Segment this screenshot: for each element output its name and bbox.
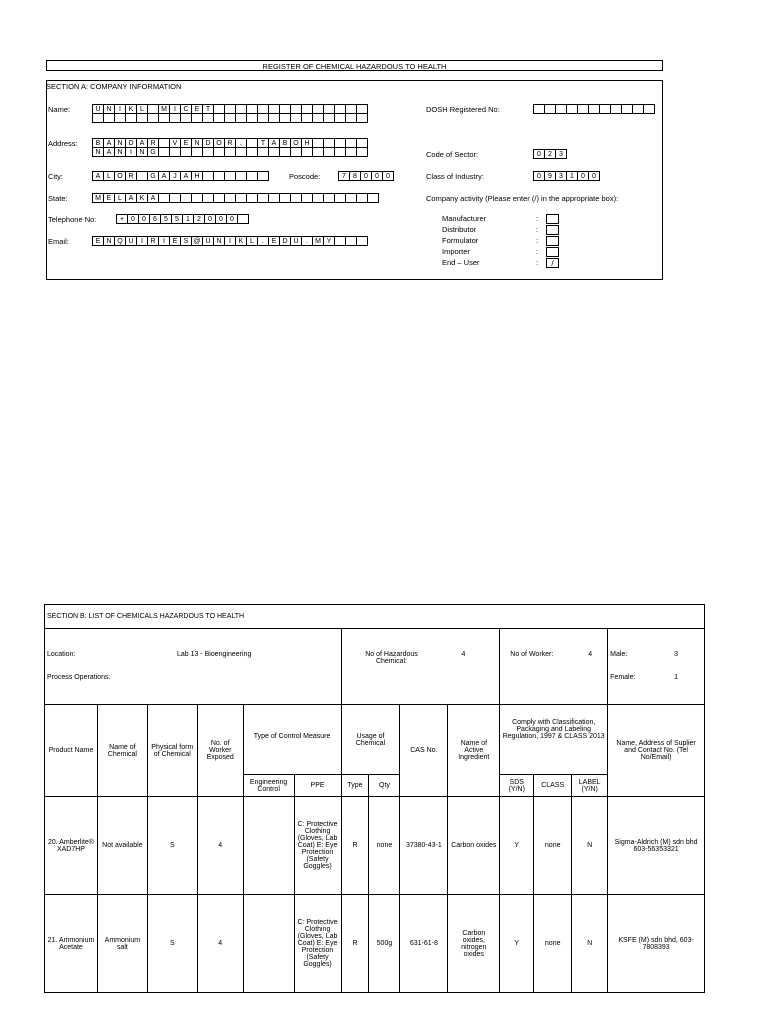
email-field[interactable]	[92, 236, 368, 246]
char-box: A	[268, 138, 280, 148]
engineering-cell	[243, 895, 294, 993]
char-box: G	[147, 147, 159, 157]
no-worker-label: No of Worker:	[510, 651, 554, 658]
char-box: A	[136, 138, 148, 148]
char-box: 2	[544, 149, 556, 159]
char-box: .	[301, 236, 313, 246]
location-cell	[45, 629, 342, 705]
label-cell: N	[572, 797, 608, 895]
char-box: U	[125, 236, 137, 246]
char-box: N	[213, 236, 225, 246]
class-cell: none	[534, 895, 572, 993]
char-box: N	[103, 236, 115, 246]
char-box: 1	[566, 171, 578, 181]
char-box: 0	[127, 214, 139, 224]
char-box: D	[125, 138, 137, 148]
char-box: N	[103, 104, 115, 114]
char-box: K	[235, 236, 247, 246]
char-box: A	[103, 147, 115, 157]
char-box: 9	[544, 171, 556, 181]
city-label: City:	[48, 172, 63, 181]
char-box: L	[136, 104, 148, 114]
class-cell: none	[534, 797, 572, 895]
char-box: 0	[533, 149, 545, 159]
male-label: Male:	[610, 651, 628, 658]
char-box: B	[279, 138, 291, 148]
header-qty: Qty	[369, 775, 400, 797]
char-box: E	[180, 138, 192, 148]
char-box: U	[202, 236, 214, 246]
active-cell: Carbon oxides	[448, 797, 500, 895]
char-box: 0	[226, 214, 238, 224]
class-of-industry-field[interactable]	[533, 171, 600, 181]
form-cell: S	[147, 895, 197, 993]
section-b-title: SECTION B: LIST OF CHEMICALS HAZARDOUS TO HEALTH	[45, 605, 705, 629]
char-box	[237, 214, 249, 224]
header-type-of-control: Type of Control Measure	[243, 705, 341, 775]
header-supplier: Name, Address of Suplier and Contact No. (Tel No/Email)	[608, 705, 705, 797]
header-label: LABEL (Y/N)	[572, 775, 608, 797]
header-type: Type	[341, 775, 369, 797]
no-hazardous-label: No of Hazardous Chemical:	[365, 651, 418, 665]
active-cell: Carbon oxides, nitrogen oxides	[448, 895, 500, 993]
exposed-cell: 4	[197, 895, 243, 993]
hazardous-count-cell	[341, 629, 500, 705]
char-box: .	[257, 236, 269, 246]
char-box: O	[290, 138, 302, 148]
char-box: 0	[533, 171, 545, 181]
address-row-2	[92, 147, 368, 157]
char-box: U	[290, 236, 302, 246]
name-row-2	[92, 113, 368, 123]
state-label: State:	[48, 194, 68, 203]
char-box	[367, 193, 379, 203]
char-box: R	[224, 138, 236, 148]
female-value: 1	[674, 674, 678, 681]
header-name-of-chemical: Name of Chemical	[97, 705, 147, 797]
email-label: Email:	[48, 237, 69, 246]
cas-cell: 631-61-8	[400, 895, 448, 993]
char-box: 1	[182, 214, 194, 224]
char-box: A	[92, 171, 104, 181]
importer-checkbox[interactable]	[546, 247, 559, 257]
dosh-field[interactable]	[533, 104, 655, 114]
activity-distributor-label: Distributor	[442, 225, 477, 234]
male-value: 3	[674, 651, 678, 658]
class-of-industry-label: Class of Industry:	[426, 172, 484, 181]
char-box: A	[158, 171, 170, 181]
company-activity-label: Company activity (Please enter (/) in the appropriate box):	[426, 194, 619, 203]
female-label: Female:	[610, 674, 636, 681]
char-box: E	[92, 236, 104, 246]
sds-cell: Y	[500, 895, 534, 993]
char-box: T	[202, 104, 214, 114]
worker-count-cell	[500, 629, 608, 705]
ppe-cell: C: Protective Clothing (Gloves, Lab Coat) E: Eye Protection (Safety Goggles)	[294, 797, 341, 895]
state-field[interactable]	[92, 193, 379, 203]
code-of-sector-field[interactable]	[533, 149, 567, 159]
char-box: I	[158, 236, 170, 246]
char-box	[356, 113, 368, 123]
char-box: R	[125, 171, 137, 181]
table-row	[45, 797, 705, 895]
gender-cell	[608, 629, 705, 705]
char-box: 6	[149, 214, 161, 224]
char-box: N	[136, 147, 148, 157]
char-box	[356, 147, 368, 157]
header-comply: Comply with Classification, Packaging and Labeling Regulation, 1997 & CLASS 2013	[500, 705, 608, 775]
activity-formulator-label: Formulator	[442, 236, 479, 245]
char-box: E	[169, 236, 181, 246]
char-box: O	[213, 138, 225, 148]
form-cell: S	[147, 797, 197, 895]
char-box: I	[169, 104, 181, 114]
no-worker-value: 4	[588, 651, 593, 658]
activity-manufacturer-label: Manufacturer	[442, 214, 487, 223]
ppe-cell: C: Protective Clothing (Gloves, Lab Coat) E: Eye Protection (Safety Goggles)	[294, 895, 341, 993]
char-box: T	[257, 138, 269, 148]
char-box: A	[125, 193, 137, 203]
chemical-list-table	[44, 604, 705, 993]
label-cell: N	[572, 895, 608, 993]
address-field[interactable]	[92, 138, 368, 157]
char-box: A	[147, 193, 159, 203]
char-box: 2	[193, 214, 205, 224]
char-box: K	[136, 193, 148, 203]
activity-colon: :	[536, 258, 539, 267]
char-box: E	[268, 236, 280, 246]
telephone-label: Telephone No:	[48, 215, 97, 224]
char-box: N	[92, 147, 104, 157]
poscode-field[interactable]	[338, 171, 394, 181]
char-box: L	[103, 171, 115, 181]
address-label: Address:	[48, 139, 78, 148]
chemical-cell: Ammonium salt	[97, 895, 147, 993]
char-box: A	[180, 171, 192, 181]
char-box: I	[136, 236, 148, 246]
char-box: +	[116, 214, 128, 224]
dosh-label: DOSH Registered No:	[426, 105, 500, 114]
char-box: O	[114, 171, 126, 181]
register-title: REGISTER OF CHEMICAL HAZARDOUS TO HEALTH	[46, 60, 663, 71]
char-box: I	[125, 147, 137, 157]
char-box	[257, 171, 269, 181]
char-box: 3	[555, 149, 567, 159]
char-box: D	[202, 138, 214, 148]
activity-colon: :	[536, 225, 539, 234]
char-box: 7	[338, 171, 350, 181]
code-of-sector-label: Code of Sector:	[426, 150, 479, 159]
char-box: E	[103, 193, 115, 203]
char-box	[643, 104, 655, 114]
header-physical-form: Physical form of Chemical	[147, 705, 197, 797]
char-box: K	[125, 104, 137, 114]
header-engineering-control: Engineering Control	[243, 775, 294, 797]
char-box: L	[114, 193, 126, 203]
char-box: ,	[235, 138, 247, 148]
activity-colon: :	[536, 247, 539, 256]
char-box: 0	[360, 171, 372, 181]
process-operations-label: Process Operations:	[47, 674, 111, 681]
char-box: 0	[588, 171, 600, 181]
char-box: N	[114, 147, 126, 157]
supplier-cell: KSFE (M) sdn bhd, 603-7808393	[608, 895, 705, 993]
header-product-name: Product Name	[45, 705, 98, 797]
activity-end-user-label: End – User	[442, 258, 480, 267]
char-box: 0	[382, 171, 394, 181]
char-box: L	[246, 236, 258, 246]
formulator-checkbox[interactable]	[546, 236, 559, 246]
name-label: Name:	[48, 105, 71, 114]
char-box: @	[191, 236, 203, 246]
char-box: M	[158, 104, 170, 114]
activity-importer-label: Importer	[442, 247, 470, 256]
exposed-cell: 4	[197, 797, 243, 895]
section-a-title: SECTION A: COMPANY INFORMATION	[46, 82, 182, 91]
char-box: R	[147, 138, 159, 148]
char-box: M	[92, 193, 104, 203]
header-cas-no: CAS No.	[400, 705, 448, 797]
char-box: 0	[138, 214, 150, 224]
distributor-checkbox[interactable]	[546, 225, 559, 235]
activity-colon: :	[536, 214, 539, 223]
header-class: CLASS	[534, 775, 572, 797]
poscode-label: Poscode:	[289, 172, 321, 181]
char-box: N	[191, 138, 203, 148]
city-field[interactable]	[92, 171, 269, 181]
char-box: 5	[171, 214, 183, 224]
qty-cell: 500g	[369, 895, 400, 993]
location-value: Lab 13 - Bioengineering	[177, 651, 252, 658]
qty-cell: none	[369, 797, 400, 895]
char-box: I	[224, 236, 236, 246]
char-box: 0	[215, 214, 227, 224]
char-box: I	[114, 104, 126, 114]
telephone-field[interactable]	[116, 214, 249, 224]
char-box: E	[191, 104, 203, 114]
char-box: C	[180, 104, 192, 114]
end-user-checkbox[interactable]: /	[546, 258, 559, 268]
char-box: G	[147, 171, 159, 181]
header-sds: SDS (Y/N)	[500, 775, 534, 797]
char-box: S	[180, 236, 192, 246]
engineering-cell	[243, 797, 294, 895]
header-no-worker-exposed: No. of Worker Exposed	[197, 705, 243, 797]
char-box: R	[147, 236, 159, 246]
char-box: 0	[371, 171, 383, 181]
name-field[interactable]	[92, 104, 368, 123]
manufacturer-checkbox[interactable]	[546, 214, 559, 224]
char-box: A	[103, 138, 115, 148]
char-box: B	[92, 138, 104, 148]
char-box: N	[114, 138, 126, 148]
table-row	[45, 895, 705, 993]
char-box: 8	[349, 171, 361, 181]
header-ppe: PPE	[294, 775, 341, 797]
no-hazardous-value: 4	[461, 651, 466, 658]
char-box: H	[191, 171, 203, 181]
activity-colon: :	[536, 236, 539, 245]
header-active-ingredient: Name of Active Ingredient	[448, 705, 500, 797]
supplier-cell: Sigma-Aldrich (M) sdn bhd 603-56353321	[608, 797, 705, 895]
product-cell: 20. Amberlite® XAD7HP	[45, 797, 98, 895]
char-box: 0	[204, 214, 216, 224]
type-cell: R	[341, 797, 369, 895]
sds-cell: Y	[500, 797, 534, 895]
char-box: 3	[555, 171, 567, 181]
char-box: H	[301, 138, 313, 148]
type-cell: R	[341, 895, 369, 993]
char-box: 5	[160, 214, 172, 224]
product-cell: 21. Ammonium Acetate	[45, 895, 98, 993]
cas-cell: 37380-43-1	[400, 797, 448, 895]
char-box: 0	[577, 171, 589, 181]
header-usage: Usage of Chemical	[341, 705, 400, 775]
char-box: U	[92, 104, 104, 114]
char-box: J	[169, 171, 181, 181]
char-box: Q	[114, 236, 126, 246]
char-box: V	[169, 138, 181, 148]
location-label: Location:	[47, 651, 76, 658]
char-box	[356, 236, 368, 246]
chemical-cell: Not available	[97, 797, 147, 895]
char-box: Y	[323, 236, 335, 246]
char-box: D	[279, 236, 291, 246]
char-box: M	[312, 236, 324, 246]
